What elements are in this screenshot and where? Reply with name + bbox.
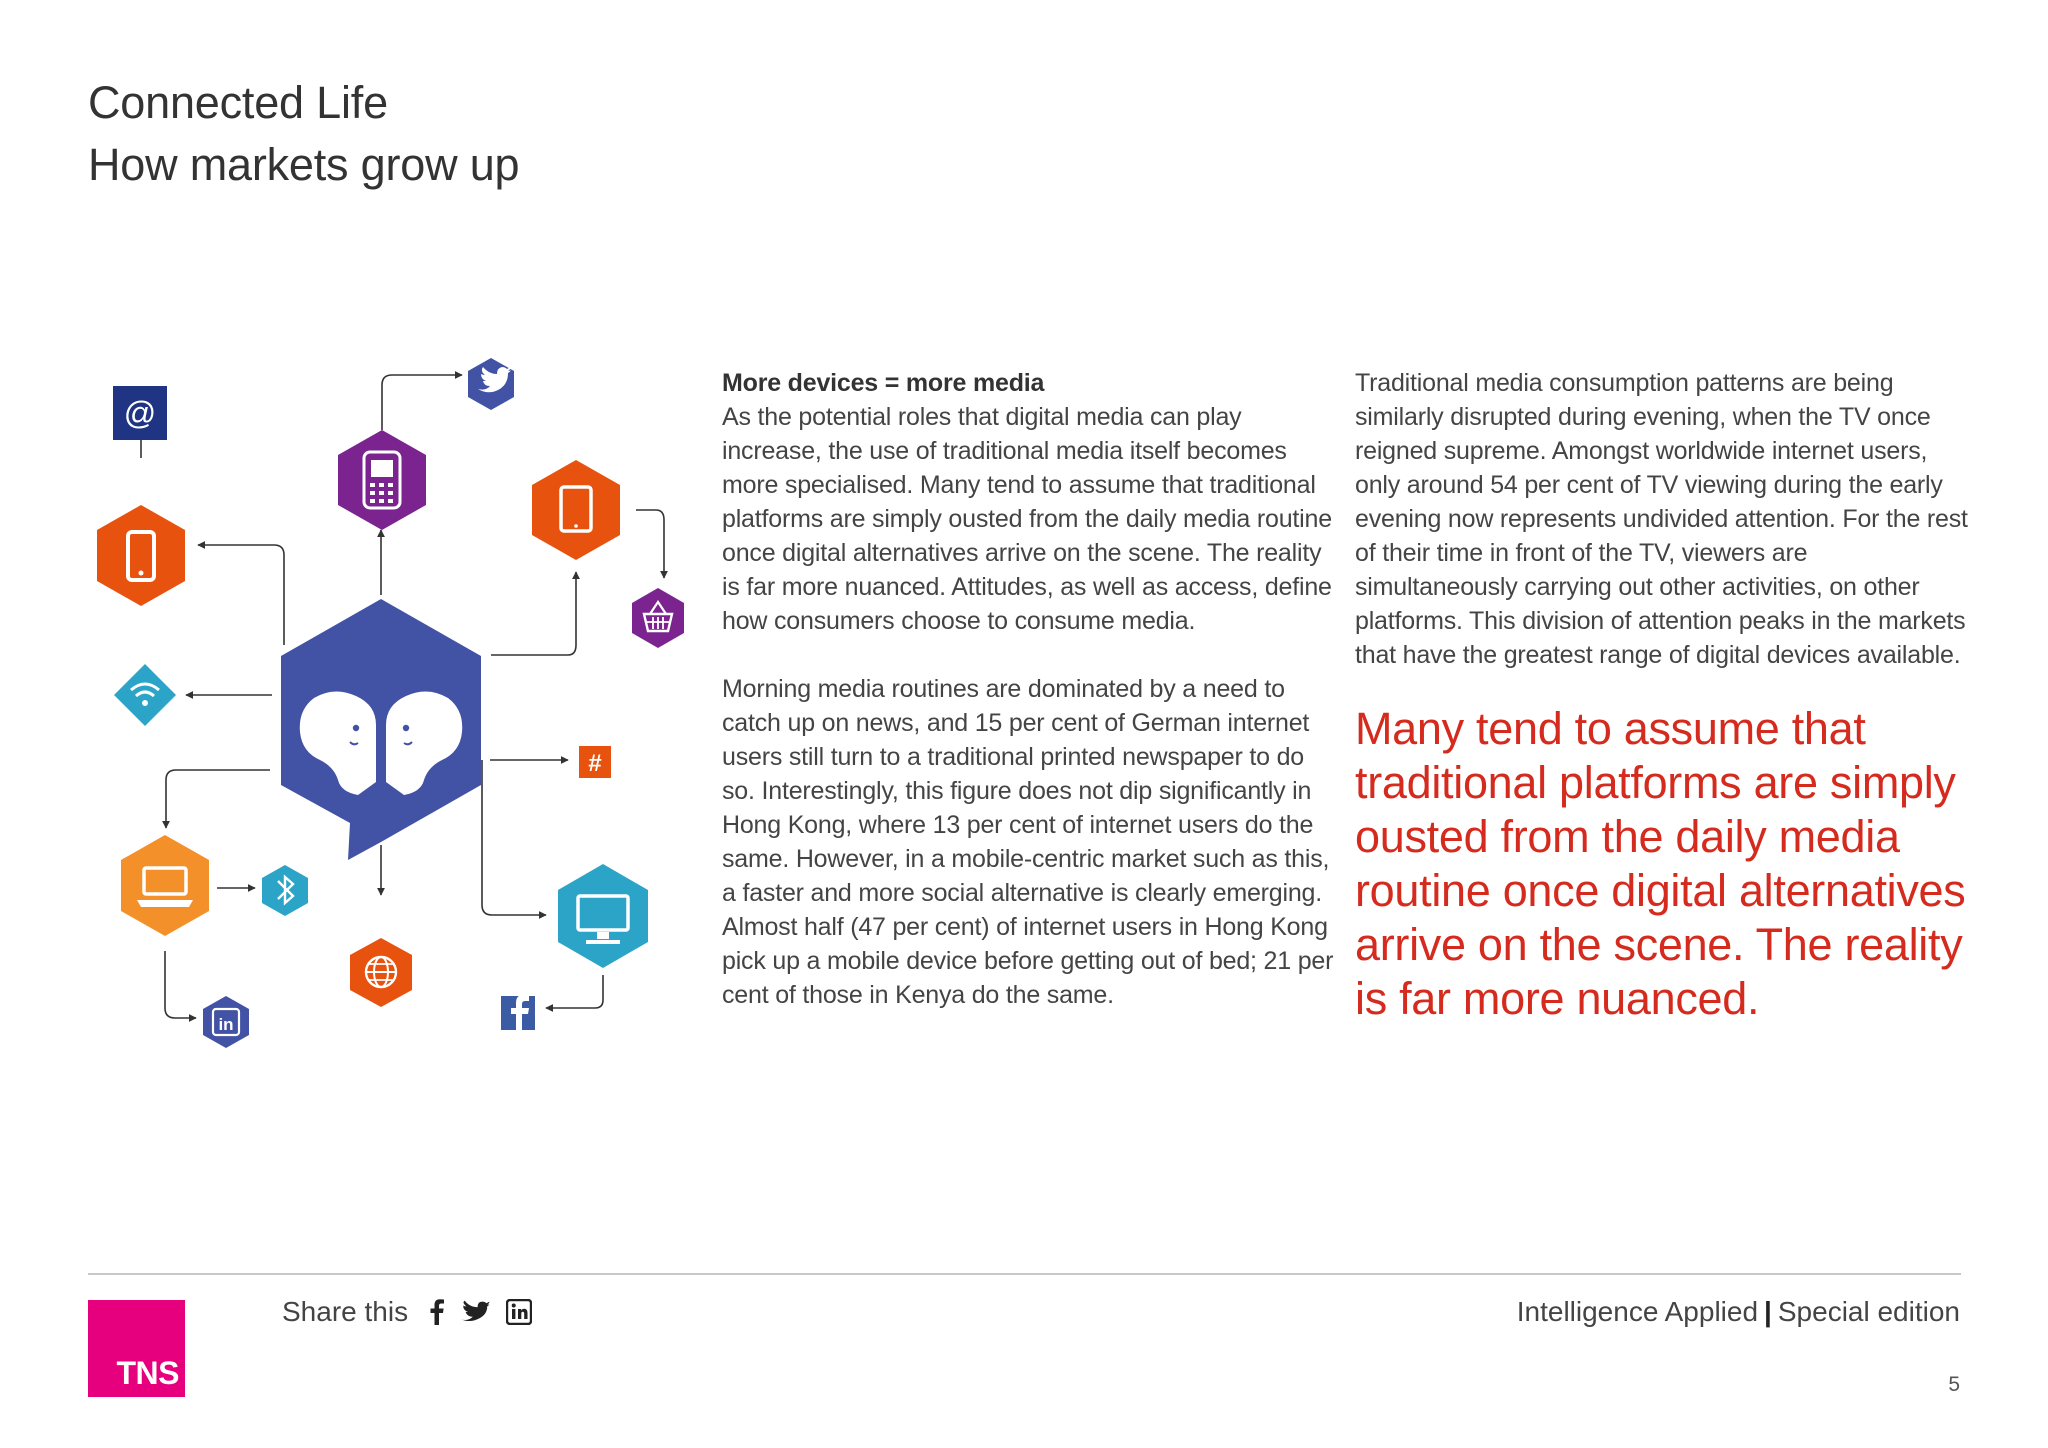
connected-devices-diagram [88,340,688,1080]
tablet-icon [532,460,620,560]
body-column-left [722,366,1342,1012]
facebook-icon[interactable] [430,1299,444,1325]
laptop-icon [121,835,209,936]
publication-name: Intelligence Applied [1516,1296,1759,1327]
people-speech-bubble-icon [281,599,481,860]
page-title-line1: Connected Life [88,77,388,128]
publication-label [1517,1292,1960,1332]
linkedin-icon[interactable] [506,1299,532,1325]
svg-text:in: in [218,1015,234,1034]
share-label: Share this [282,1296,409,1327]
pull-quote: Many tend to assume that traditional platforms are simply ousted from the daily media routine once digital alternatives arrive on the scene. The reality is far more nuanced. [1355,703,1966,1024]
separator: | [1764,1296,1772,1327]
desktop-monitor-icon [558,864,648,968]
globe-icon [350,938,412,1007]
bluetooth-icon [262,865,308,916]
svg-text:@: @ [123,395,157,431]
shopping-basket-icon [632,588,684,648]
wifi-icon [114,664,176,726]
body-column-right [1355,366,1975,1026]
edition-name: Special edition [1777,1296,1960,1327]
mobile-phone-icon [97,505,185,606]
smartphone-icon [338,430,426,530]
svg-text:#: # [588,750,602,777]
facebook-icon [501,995,535,1030]
logo-text: TNS [116,1355,179,1391]
at-icon [113,386,167,440]
paragraph-spacer [722,638,1342,672]
paragraph-evening: Traditional media consumption patterns are being similarly disrupted during evening, when the TV once reigned supreme. Amongst worldwide internet users, only around 54 per cent of TV viewing during the early evening now represents undivided attention. For the rest of their time in front of the TV, viewers are simultaneously carrying out other activities, on other platforms. This division of attention peaks in the markets that have the greatest range of digital devices available. [1355,369,1968,669]
page-subtitle: How markets grow up [88,139,520,190]
page-number: 5 [1948,1373,1960,1396]
page-title [88,72,519,196]
linkedin-icon [203,996,249,1048]
twitter-icon [468,358,514,410]
section-heading: More devices = more media [722,369,1045,397]
footer-divider [88,1273,1961,1275]
share-bar [282,1292,548,1332]
paragraph-devices: As the potential roles that digital media can play increase, the use of traditional media itself becomes more specialised. Many tend to assume that traditional platforms are simply ousted from the daily media routine once digital alternatives arrive on the scene. The reality is far more nuanced. Attitudes, as well as access, define how consumers choose to consume media. [722,403,1332,635]
paragraph-morning: Morning media routines are dominated by a need to catch up on news, and 15 per cent of German internet users still turn to a traditional printed newspaper to do so. Interestingly, this figure does not dip significantly in Hong Kong, where 13 per cent of internet users do the same. However, in a mobile-centric market such as this, a faster and more social alternative is clearly emerging. Almost half (47 per cent) of internet users in Hong Kong pick up a mobile device before getting out of bed; 21 per cent of those in Kenya do the same. [722,675,1334,1009]
hashtag-icon [579,746,611,778]
twitter-icon[interactable] [460,1300,490,1324]
tns-logo [88,1300,185,1397]
